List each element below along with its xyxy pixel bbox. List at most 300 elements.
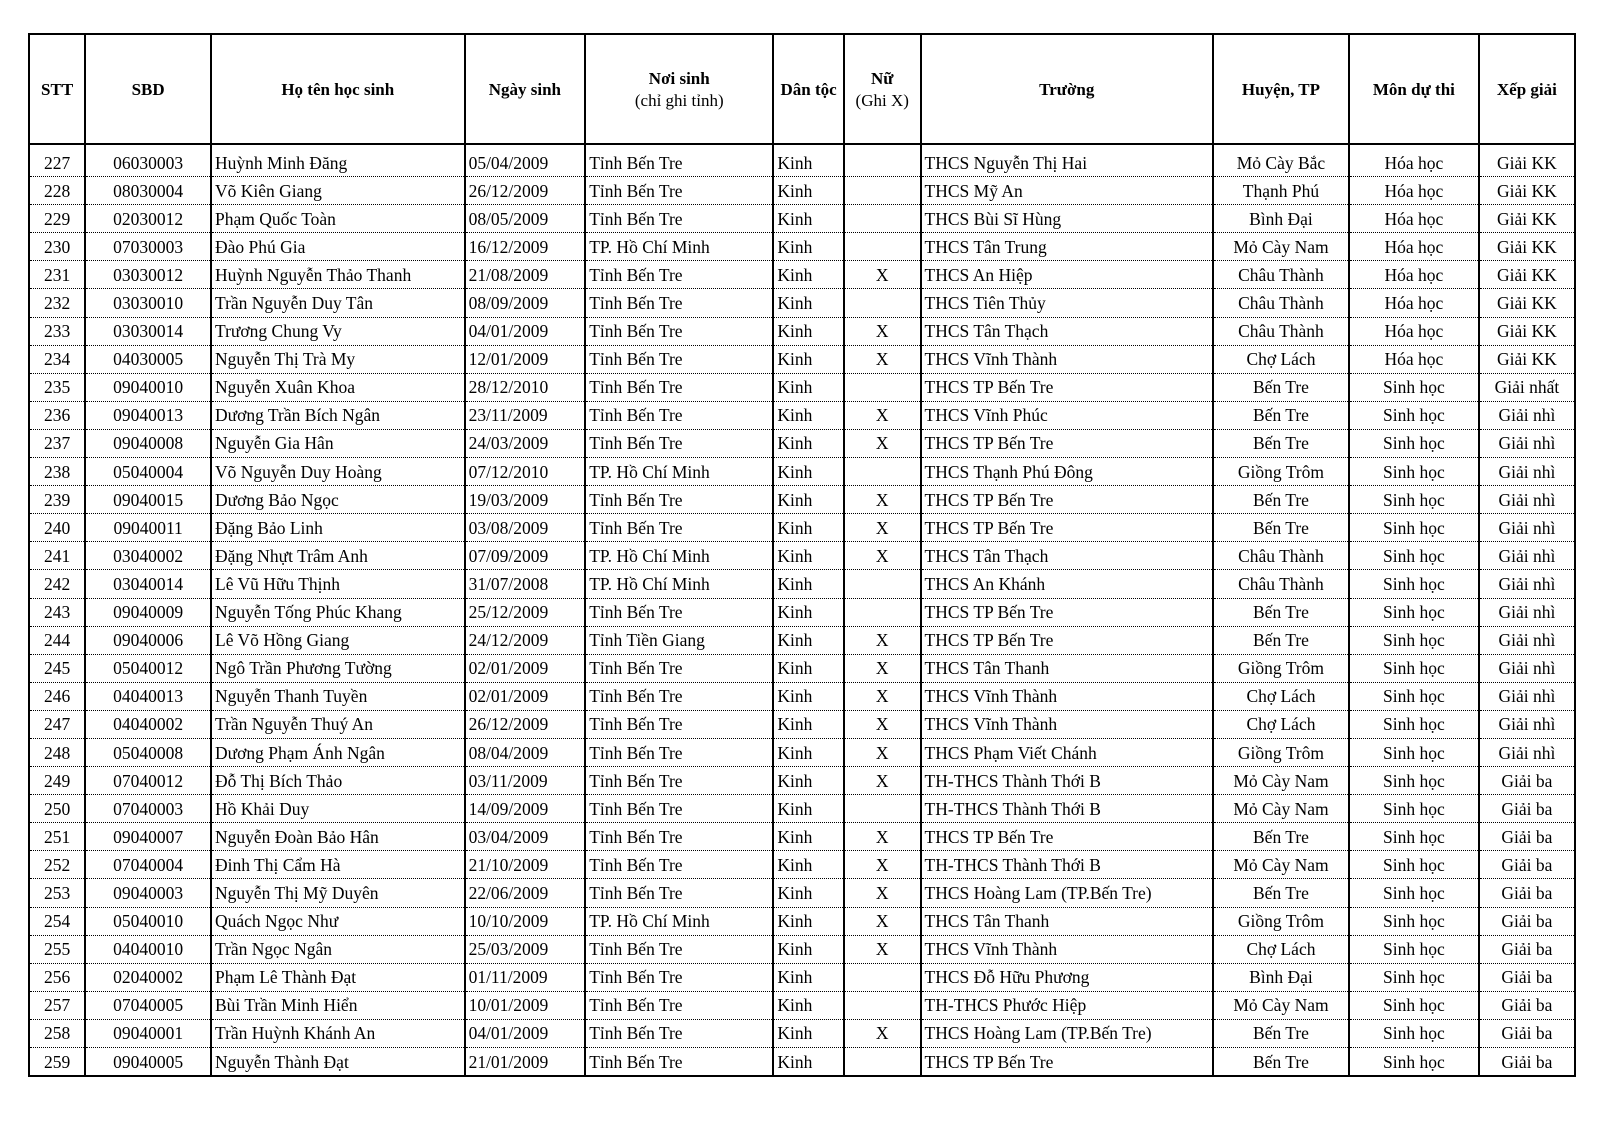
cell-stt: 234 <box>29 345 85 373</box>
cell-award: Giải ba <box>1479 1048 1575 1077</box>
cell-stt: 227 <box>29 144 85 177</box>
cell-student-name: Nguyễn Gia Hân <box>211 429 465 457</box>
cell-birthplace: TP. Hồ Chí Minh <box>585 233 773 261</box>
header-row <box>29 34 1575 144</box>
cell-subject: Hóa học <box>1349 261 1479 289</box>
cell-birthplace: Tỉnh Bến Tre <box>585 345 773 373</box>
table-row <box>29 738 1575 766</box>
cell-date-of-birth: 01/11/2009 <box>465 963 586 991</box>
cell-school: THCS An Khánh <box>921 570 1213 598</box>
cell-birthplace: Tỉnh Bến Tre <box>585 144 773 177</box>
cell-date-of-birth: 21/08/2009 <box>465 261 586 289</box>
table-row <box>29 710 1575 738</box>
cell-ethnicity: Kinh <box>773 177 844 205</box>
cell-ethnicity: Kinh <box>773 514 844 542</box>
cell-birthplace: Tỉnh Bến Tre <box>585 289 773 317</box>
cell-birthplace: Tỉnh Bến Tre <box>585 429 773 457</box>
cell-sbd: 03030014 <box>85 317 211 345</box>
table-row <box>29 233 1575 261</box>
cell-birthplace: Tỉnh Bến Tre <box>585 935 773 963</box>
cell-student-name: Trần Nguyễn Duy Tân <box>211 289 465 317</box>
cell-date-of-birth: 31/07/2008 <box>465 570 586 598</box>
cell-sbd: 07040003 <box>85 795 211 823</box>
cell-ethnicity: Kinh <box>773 345 844 373</box>
cell-stt: 253 <box>29 879 85 907</box>
cell-award: Giải nhất <box>1479 373 1575 401</box>
cell-stt: 238 <box>29 458 85 486</box>
cell-district: Châu Thành <box>1213 289 1349 317</box>
cell-date-of-birth: 03/08/2009 <box>465 514 586 542</box>
cell-school: THCS Vĩnh Thành <box>921 345 1213 373</box>
cell-school: THCS Tân Thanh <box>921 654 1213 682</box>
cell-school: TH-THCS Thành Thới B <box>921 851 1213 879</box>
cell-ethnicity: Kinh <box>773 907 844 935</box>
cell-student-name: Trần Ngọc Ngân <box>211 935 465 963</box>
cell-female: X <box>844 486 921 514</box>
cell-sbd: 07040004 <box>85 851 211 879</box>
cell-birthplace: TP. Hồ Chí Minh <box>585 542 773 570</box>
cell-award: Giải KK <box>1479 261 1575 289</box>
cell-stt: 245 <box>29 654 85 682</box>
cell-sbd: 05040010 <box>85 907 211 935</box>
cell-school: THCS TP Bến Tre <box>921 486 1213 514</box>
cell-student-name: Dương Phạm Ánh Ngân <box>211 738 465 766</box>
cell-district: Bến Tre <box>1213 626 1349 654</box>
cell-district: Giồng Trôm <box>1213 738 1349 766</box>
cell-sbd: 09040005 <box>85 1048 211 1077</box>
cell-school: THCS Tân Thạch <box>921 542 1213 570</box>
cell-school: THCS Tiên Thủy <box>921 289 1213 317</box>
cell-student-name: Trương Chung Vy <box>211 317 465 345</box>
cell-subject: Sinh học <box>1349 1019 1479 1047</box>
cell-student-name: Lê Võ Hồng Giang <box>211 626 465 654</box>
cell-female <box>844 991 921 1019</box>
cell-student-name: Trần Nguyễn Thuý An <box>211 710 465 738</box>
cell-award: Giải nhì <box>1479 626 1575 654</box>
cell-stt: 243 <box>29 598 85 626</box>
table-row <box>29 879 1575 907</box>
cell-birthplace: Tỉnh Bến Tre <box>585 767 773 795</box>
cell-birthplace: Tỉnh Bến Tre <box>585 486 773 514</box>
cell-ethnicity: Kinh <box>773 935 844 963</box>
cell-sbd: 09040009 <box>85 598 211 626</box>
cell-subject: Hóa học <box>1349 233 1479 261</box>
cell-sbd: 04040013 <box>85 682 211 710</box>
cell-student-name: Phạm Quốc Toàn <box>211 205 465 233</box>
cell-birthplace: Tỉnh Bến Tre <box>585 1019 773 1047</box>
cell-birthplace: Tỉnh Tiền Giang <box>585 626 773 654</box>
cell-school: THCS TP Bến Tre <box>921 1048 1213 1077</box>
cell-award: Giải KK <box>1479 233 1575 261</box>
cell-date-of-birth: 10/01/2009 <box>465 991 586 1019</box>
cell-female: X <box>844 626 921 654</box>
cell-subject: Hóa học <box>1349 289 1479 317</box>
cell-school: THCS Đỗ Hữu Phương <box>921 963 1213 991</box>
header-female <box>844 34 921 144</box>
cell-ethnicity: Kinh <box>773 401 844 429</box>
cell-ethnicity: Kinh <box>773 767 844 795</box>
cell-date-of-birth: 28/12/2010 <box>465 373 586 401</box>
table-row <box>29 289 1575 317</box>
cell-birthplace: Tỉnh Bến Tre <box>585 1048 773 1077</box>
cell-subject: Sinh học <box>1349 907 1479 935</box>
cell-sbd: 05040012 <box>85 654 211 682</box>
cell-sbd: 07040012 <box>85 767 211 795</box>
cell-date-of-birth: 02/01/2009 <box>465 682 586 710</box>
cell-ethnicity: Kinh <box>773 963 844 991</box>
cell-district: Mỏ Cày Nam <box>1213 233 1349 261</box>
cell-award: Giải ba <box>1479 879 1575 907</box>
cell-female: X <box>844 542 921 570</box>
table-row <box>29 317 1575 345</box>
cell-female: X <box>844 401 921 429</box>
table-row <box>29 963 1575 991</box>
cell-district: Châu Thành <box>1213 317 1349 345</box>
cell-school: THCS Bùi Sĩ Hùng <box>921 205 1213 233</box>
cell-school: THCS TP Bến Tre <box>921 373 1213 401</box>
cell-female: X <box>844 823 921 851</box>
table-row <box>29 598 1575 626</box>
cell-date-of-birth: 04/01/2009 <box>465 1019 586 1047</box>
cell-date-of-birth: 14/09/2009 <box>465 795 586 823</box>
cell-subject: Sinh học <box>1349 598 1479 626</box>
cell-birthplace: TP. Hồ Chí Minh <box>585 907 773 935</box>
cell-district: Bến Tre <box>1213 1019 1349 1047</box>
cell-sbd: 09040011 <box>85 514 211 542</box>
cell-ethnicity: Kinh <box>773 851 844 879</box>
cell-date-of-birth: 08/05/2009 <box>465 205 586 233</box>
cell-subject: Sinh học <box>1349 654 1479 682</box>
cell-date-of-birth: 26/12/2009 <box>465 177 586 205</box>
cell-stt: 230 <box>29 233 85 261</box>
cell-award: Giải nhì <box>1479 738 1575 766</box>
cell-student-name: Nguyễn Thành Đạt <box>211 1048 465 1077</box>
cell-ethnicity: Kinh <box>773 1048 844 1077</box>
cell-subject: Sinh học <box>1349 795 1479 823</box>
cell-award: Giải nhì <box>1479 598 1575 626</box>
cell-date-of-birth: 25/03/2009 <box>465 935 586 963</box>
cell-date-of-birth: 07/12/2010 <box>465 458 586 486</box>
cell-school: THCS Mỹ An <box>921 177 1213 205</box>
cell-district: Chợ Lách <box>1213 935 1349 963</box>
cell-birthplace: Tỉnh Bến Tre <box>585 401 773 429</box>
cell-district: Bến Tre <box>1213 823 1349 851</box>
cell-school: THCS Tân Thanh <box>921 907 1213 935</box>
cell-stt: 228 <box>29 177 85 205</box>
cell-birthplace: Tỉnh Bến Tre <box>585 710 773 738</box>
cell-birthplace: Tỉnh Bến Tre <box>585 851 773 879</box>
cell-date-of-birth: 03/11/2009 <box>465 767 586 795</box>
cell-ethnicity: Kinh <box>773 429 844 457</box>
table-row <box>29 654 1575 682</box>
table-row <box>29 851 1575 879</box>
header-district: Huyện, TP <box>1213 34 1349 144</box>
table-row <box>29 514 1575 542</box>
cell-sbd: 05040004 <box>85 458 211 486</box>
cell-date-of-birth: 21/01/2009 <box>465 1048 586 1077</box>
table-row <box>29 205 1575 233</box>
cell-school: THCS TP Bến Tre <box>921 626 1213 654</box>
table-row <box>29 991 1575 1019</box>
cell-sbd: 03040002 <box>85 542 211 570</box>
cell-stt: 235 <box>29 373 85 401</box>
cell-ethnicity: Kinh <box>773 991 844 1019</box>
cell-subject: Sinh học <box>1349 429 1479 457</box>
table-row <box>29 144 1575 177</box>
cell-sbd: 09040015 <box>85 486 211 514</box>
cell-sbd: 03030010 <box>85 289 211 317</box>
cell-ethnicity: Kinh <box>773 261 844 289</box>
cell-student-name: Dương Bảo Ngọc <box>211 486 465 514</box>
cell-subject: Sinh học <box>1349 626 1479 654</box>
cell-subject: Sinh học <box>1349 710 1479 738</box>
cell-birthplace: Tỉnh Bến Tre <box>585 514 773 542</box>
cell-stt: 255 <box>29 935 85 963</box>
cell-subject: Sinh học <box>1349 991 1479 1019</box>
cell-sbd: 09040007 <box>85 823 211 851</box>
table-row <box>29 823 1575 851</box>
cell-sbd: 04030005 <box>85 345 211 373</box>
cell-student-name: Nguyễn Thị Trà My <box>211 345 465 373</box>
cell-date-of-birth: 22/06/2009 <box>465 879 586 907</box>
cell-stt: 232 <box>29 289 85 317</box>
cell-subject: Sinh học <box>1349 373 1479 401</box>
cell-female <box>844 598 921 626</box>
cell-award: Giải nhì <box>1479 570 1575 598</box>
table-row <box>29 1019 1575 1047</box>
cell-female: X <box>844 1019 921 1047</box>
cell-ethnicity: Kinh <box>773 795 844 823</box>
cell-award: Giải ba <box>1479 991 1575 1019</box>
cell-birthplace: Tỉnh Bến Tre <box>585 317 773 345</box>
header-birthplace-label: Nơi sinh <box>648 69 710 88</box>
cell-school: THCS Nguyễn Thị Hai <box>921 144 1213 177</box>
cell-ethnicity: Kinh <box>773 144 844 177</box>
cell-sbd: 05040008 <box>85 738 211 766</box>
cell-student-name: Đỗ Thị Bích Thảo <box>211 767 465 795</box>
cell-student-name: Đào Phú Gia <box>211 233 465 261</box>
table-row <box>29 542 1575 570</box>
cell-school: THCS Vĩnh Thành <box>921 682 1213 710</box>
cell-stt: 240 <box>29 514 85 542</box>
cell-school: THCS Thạnh Phú Đông <box>921 458 1213 486</box>
cell-student-name: Nguyễn Đoàn Bảo Hân <box>211 823 465 851</box>
cell-subject: Sinh học <box>1349 514 1479 542</box>
cell-school: THCS TP Bến Tre <box>921 429 1213 457</box>
cell-student-name: Đặng Bảo Linh <box>211 514 465 542</box>
cell-female <box>844 233 921 261</box>
cell-female <box>844 458 921 486</box>
cell-student-name: Hồ Khải Duy <box>211 795 465 823</box>
cell-date-of-birth: 21/10/2009 <box>465 851 586 879</box>
cell-female <box>844 795 921 823</box>
cell-ethnicity: Kinh <box>773 458 844 486</box>
cell-award: Giải nhì <box>1479 458 1575 486</box>
header-school: Trường <box>921 34 1213 144</box>
table-row <box>29 429 1575 457</box>
cell-award: Giải ba <box>1479 851 1575 879</box>
cell-district: Châu Thành <box>1213 542 1349 570</box>
cell-award: Giải KK <box>1479 205 1575 233</box>
cell-ethnicity: Kinh <box>773 823 844 851</box>
cell-female <box>844 963 921 991</box>
table-row <box>29 345 1575 373</box>
cell-birthplace: Tỉnh Bến Tre <box>585 795 773 823</box>
cell-student-name: Dương Trần Bích Ngân <box>211 401 465 429</box>
cell-female <box>844 1048 921 1077</box>
header-sbd: SBD <box>85 34 211 144</box>
cell-subject: Hóa học <box>1349 205 1479 233</box>
cell-school: THCS An Hiệp <box>921 261 1213 289</box>
cell-subject: Sinh học <box>1349 401 1479 429</box>
cell-birthplace: TP. Hồ Chí Minh <box>585 458 773 486</box>
cell-date-of-birth: 25/12/2009 <box>465 598 586 626</box>
cell-date-of-birth: 08/09/2009 <box>465 289 586 317</box>
cell-female: X <box>844 738 921 766</box>
cell-district: Giồng Trôm <box>1213 907 1349 935</box>
cell-district: Bến Tre <box>1213 373 1349 401</box>
cell-stt: 242 <box>29 570 85 598</box>
cell-school: THCS Vĩnh Thành <box>921 710 1213 738</box>
cell-subject: Hóa học <box>1349 177 1479 205</box>
header-birthplace-note: (chỉ ghi tỉnh) <box>634 91 724 110</box>
cell-date-of-birth: 08/04/2009 <box>465 738 586 766</box>
cell-sbd: 09040008 <box>85 429 211 457</box>
cell-date-of-birth: 02/01/2009 <box>465 654 586 682</box>
results-table <box>28 33 1576 1077</box>
cell-award: Giải ba <box>1479 963 1575 991</box>
cell-female <box>844 144 921 177</box>
cell-stt: 244 <box>29 626 85 654</box>
cell-ethnicity: Kinh <box>773 289 844 317</box>
cell-birthplace: Tỉnh Bến Tre <box>585 963 773 991</box>
cell-subject: Sinh học <box>1349 963 1479 991</box>
cell-district: Bến Tre <box>1213 514 1349 542</box>
table-row <box>29 373 1575 401</box>
table-row <box>29 795 1575 823</box>
cell-subject: Sinh học <box>1349 1048 1479 1077</box>
cell-district: Châu Thành <box>1213 261 1349 289</box>
cell-award: Giải KK <box>1479 345 1575 373</box>
cell-ethnicity: Kinh <box>773 233 844 261</box>
table-row <box>29 261 1575 289</box>
cell-district: Châu Thành <box>1213 570 1349 598</box>
cell-stt: 248 <box>29 738 85 766</box>
cell-school: THCS TP Bến Tre <box>921 514 1213 542</box>
cell-award: Giải KK <box>1479 289 1575 317</box>
cell-school: THCS Tân Thạch <box>921 317 1213 345</box>
cell-birthplace: Tỉnh Bến Tre <box>585 654 773 682</box>
cell-ethnicity: Kinh <box>773 205 844 233</box>
cell-stt: 229 <box>29 205 85 233</box>
cell-female <box>844 289 921 317</box>
cell-district: Mỏ Cày Nam <box>1213 851 1349 879</box>
cell-award: Giải ba <box>1479 1019 1575 1047</box>
cell-subject: Sinh học <box>1349 767 1479 795</box>
cell-ethnicity: Kinh <box>773 598 844 626</box>
cell-student-name: Nguyễn Tống Phúc Khang <box>211 598 465 626</box>
cell-female: X <box>844 851 921 879</box>
cell-female: X <box>844 767 921 795</box>
cell-birthplace: Tỉnh Bến Tre <box>585 205 773 233</box>
cell-student-name: Huỳnh Minh Đăng <box>211 144 465 177</box>
cell-female: X <box>844 682 921 710</box>
cell-subject: Sinh học <box>1349 570 1479 598</box>
table-row <box>29 1048 1575 1077</box>
cell-stt: 257 <box>29 991 85 1019</box>
cell-subject: Sinh học <box>1349 542 1479 570</box>
cell-female: X <box>844 317 921 345</box>
cell-student-name: Đinh Thị Cẩm Hà <box>211 851 465 879</box>
cell-school: THCS TP Bến Tre <box>921 823 1213 851</box>
cell-award: Giải ba <box>1479 767 1575 795</box>
cell-female: X <box>844 345 921 373</box>
cell-school: THCS Hoàng Lam (TP.Bến Tre) <box>921 1019 1213 1047</box>
cell-subject: Sinh học <box>1349 823 1479 851</box>
cell-birthplace: Tỉnh Bến Tre <box>585 598 773 626</box>
cell-sbd: 03040014 <box>85 570 211 598</box>
cell-ethnicity: Kinh <box>773 317 844 345</box>
cell-school: THCS Phạm Viết Chánh <box>921 738 1213 766</box>
cell-birthplace: Tỉnh Bến Tre <box>585 177 773 205</box>
cell-sbd: 09040001 <box>85 1019 211 1047</box>
cell-ethnicity: Kinh <box>773 570 844 598</box>
cell-birthplace: Tỉnh Bến Tre <box>585 879 773 907</box>
cell-district: Mỏ Cày Bắc <box>1213 144 1349 177</box>
cell-student-name: Nguyễn Thanh Tuyền <box>211 682 465 710</box>
cell-female <box>844 177 921 205</box>
cell-female: X <box>844 907 921 935</box>
cell-sbd: 09040006 <box>85 626 211 654</box>
cell-school: TH-THCS Thành Thới B <box>921 767 1213 795</box>
cell-ethnicity: Kinh <box>773 879 844 907</box>
cell-sbd: 07030003 <box>85 233 211 261</box>
cell-birthplace: Tỉnh Bến Tre <box>585 738 773 766</box>
cell-birthplace: TP. Hồ Chí Minh <box>585 570 773 598</box>
cell-district: Chợ Lách <box>1213 345 1349 373</box>
cell-sbd: 07040005 <box>85 991 211 1019</box>
cell-stt: 249 <box>29 767 85 795</box>
header-student-name: Họ tên học sinh <box>211 34 465 144</box>
cell-sbd: 03030012 <box>85 261 211 289</box>
cell-award: Giải nhì <box>1479 710 1575 738</box>
cell-sbd: 04040002 <box>85 710 211 738</box>
cell-ethnicity: Kinh <box>773 373 844 401</box>
cell-school: TH-THCS Thành Thới B <box>921 795 1213 823</box>
header-female-label: Nữ <box>870 69 894 88</box>
cell-stt: 236 <box>29 401 85 429</box>
cell-ethnicity: Kinh <box>773 542 844 570</box>
cell-subject: Sinh học <box>1349 458 1479 486</box>
cell-sbd: 09040003 <box>85 879 211 907</box>
header-ethnicity: Dân tộc <box>773 34 844 144</box>
table-row <box>29 935 1575 963</box>
cell-award: Giải nhì <box>1479 429 1575 457</box>
table-row <box>29 458 1575 486</box>
cell-award: Giải ba <box>1479 935 1575 963</box>
cell-ethnicity: Kinh <box>773 626 844 654</box>
cell-student-name: Võ Nguyễn Duy Hoàng <box>211 458 465 486</box>
header-subject: Môn dự thi <box>1349 34 1479 144</box>
cell-female <box>844 205 921 233</box>
cell-birthplace: Tỉnh Bến Tre <box>585 991 773 1019</box>
cell-subject: Hóa học <box>1349 317 1479 345</box>
cell-award: Giải ba <box>1479 823 1575 851</box>
cell-ethnicity: Kinh <box>773 682 844 710</box>
cell-subject: Sinh học <box>1349 682 1479 710</box>
cell-district: Bến Tre <box>1213 1048 1349 1077</box>
table-row <box>29 907 1575 935</box>
